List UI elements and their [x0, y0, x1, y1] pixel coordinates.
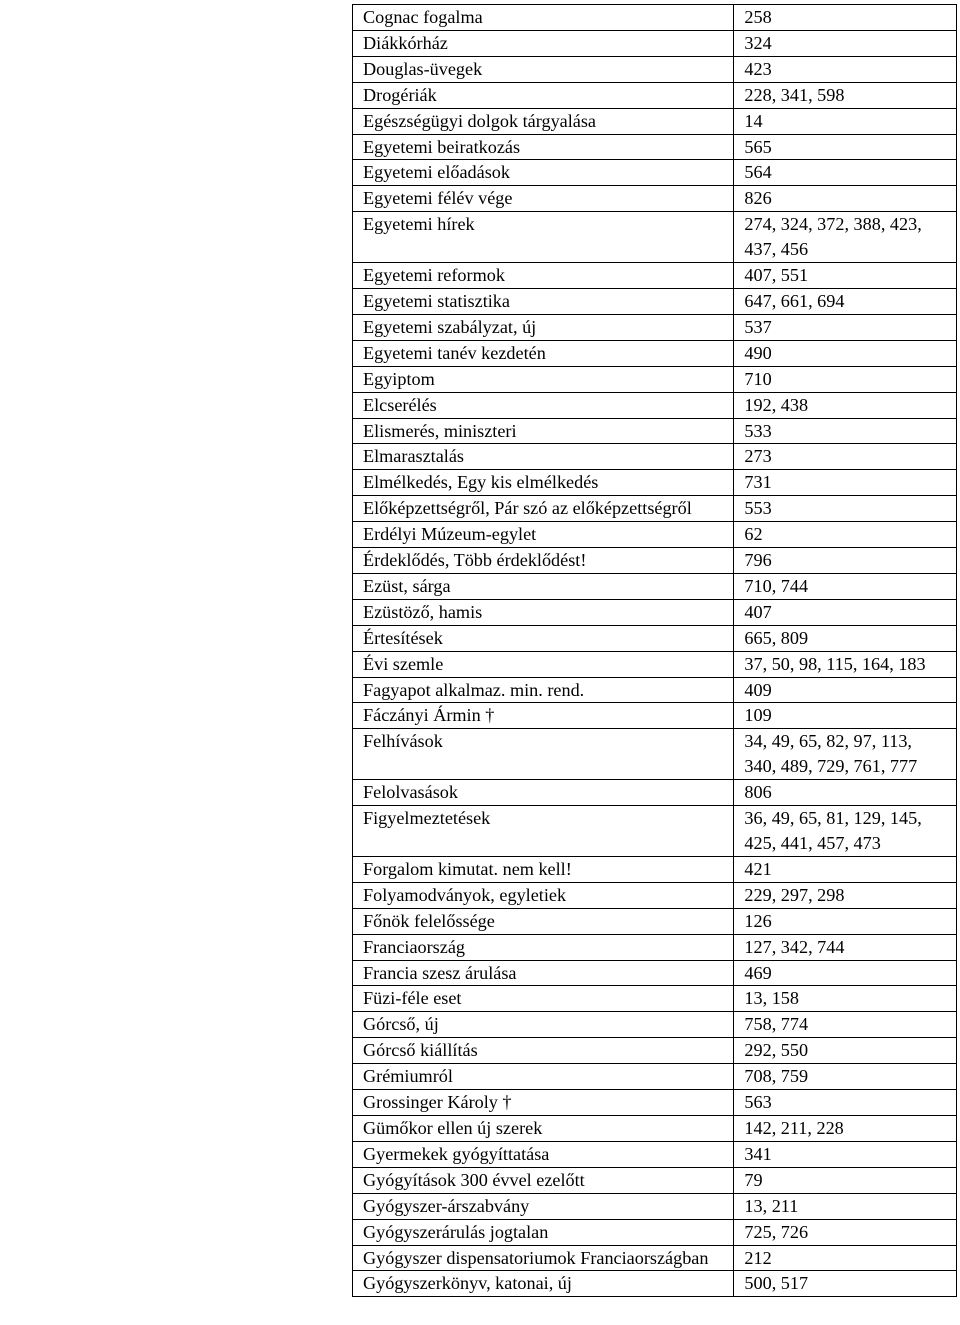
index-pages: 109: [734, 703, 957, 729]
index-term: Fáczányi Ármin †: [353, 703, 734, 729]
table-row: [353, 134, 957, 160]
index-pages: 273: [734, 444, 957, 470]
index-pages: 37, 50, 98, 115, 164, 183: [734, 651, 957, 677]
index-pages: 423: [734, 56, 957, 82]
table-row: [353, 82, 957, 108]
table-row: [353, 108, 957, 134]
index-pages: 553: [734, 496, 957, 522]
index-pages: 13, 158: [734, 986, 957, 1012]
table-row: [353, 288, 957, 314]
index-pages: 826: [734, 186, 957, 212]
index-pages: 229, 297, 298: [734, 882, 957, 908]
index-pages: 126: [734, 908, 957, 934]
table-row: [353, 1167, 957, 1193]
index-term: Elismerés, miniszteri: [353, 418, 734, 444]
index-term: Cognac fogalma: [353, 5, 734, 31]
index-body: [353, 5, 957, 1297]
index-term: Érdeklődés, Több érdeklődést!: [353, 548, 734, 574]
table-row: [353, 934, 957, 960]
table-row: [353, 1141, 957, 1167]
index-term: Elmélkedés, Egy kis elmélkedés: [353, 470, 734, 496]
index-term: Franciaország: [353, 934, 734, 960]
index-pages: 725, 726: [734, 1219, 957, 1245]
index-term: Évi szemle: [353, 651, 734, 677]
index-pages: 13, 211: [734, 1193, 957, 1219]
index-pages: 228, 341, 598: [734, 82, 957, 108]
table-row: [353, 522, 957, 548]
index-term: Gyógyítások 300 évvel ezelőtt: [353, 1167, 734, 1193]
index-term: Francia szesz árulása: [353, 960, 734, 986]
index-pages: 564: [734, 160, 957, 186]
table-row: [353, 160, 957, 186]
table-row: [353, 1271, 957, 1297]
index-pages: 533: [734, 418, 957, 444]
index-pages: 34, 49, 65, 82, 97, 113, 340, 489, 729, 761, 777: [734, 729, 957, 780]
table-row: [353, 56, 957, 82]
index-term: Egyetemi félév vége: [353, 186, 734, 212]
index-pages: 192, 438: [734, 392, 957, 418]
index-pages: 731: [734, 470, 957, 496]
index-term: Ezüstöző, hamis: [353, 599, 734, 625]
index-pages: 565: [734, 134, 957, 160]
table-row: [353, 986, 957, 1012]
index-pages: 212: [734, 1245, 957, 1271]
index-pages: 665, 809: [734, 625, 957, 651]
index-pages: 490: [734, 340, 957, 366]
table-row: [353, 729, 957, 780]
index-term: Forgalom kimutat. nem kell!: [353, 856, 734, 882]
index-term: Grossinger Károly †: [353, 1090, 734, 1116]
index-term: Gyógyszerárulás jogtalan: [353, 1219, 734, 1245]
table-row: [353, 1245, 957, 1271]
index-term: Egyiptom: [353, 366, 734, 392]
index-pages: 537: [734, 314, 957, 340]
table-row: [353, 960, 957, 986]
table-row: [353, 625, 957, 651]
table-row: [353, 1064, 957, 1090]
index-pages: 36, 49, 65, 81, 129, 145, 425, 441, 457, 473: [734, 806, 957, 857]
index-pages: 292, 550: [734, 1038, 957, 1064]
index-table: [352, 4, 957, 1297]
index-pages: 407: [734, 599, 957, 625]
index-term: Gyógyszerkönyv, katonai, új: [353, 1271, 734, 1297]
index-term: Főnök felelőssége: [353, 908, 734, 934]
table-row: [353, 470, 957, 496]
index-term: Egyetemi hírek: [353, 212, 734, 263]
table-row: [353, 1038, 957, 1064]
index-term: Egyetemi szabályzat, új: [353, 314, 734, 340]
index-pages: 563: [734, 1090, 957, 1116]
index-pages: 806: [734, 780, 957, 806]
index-pages: 469: [734, 960, 957, 986]
index-term: Grémiumról: [353, 1064, 734, 1090]
index-term: Górcső kiállítás: [353, 1038, 734, 1064]
table-row: [353, 1115, 957, 1141]
index-pages: 710: [734, 366, 957, 392]
table-row: [353, 908, 957, 934]
index-pages: 409: [734, 677, 957, 703]
index-term: Elcserélés: [353, 392, 734, 418]
index-pages: 274, 324, 372, 388, 423, 437, 456: [734, 212, 957, 263]
table-row: [353, 856, 957, 882]
index-pages: 14: [734, 108, 957, 134]
index-pages: 127, 342, 744: [734, 934, 957, 960]
table-row: [353, 340, 957, 366]
index-term: Górcső, új: [353, 1012, 734, 1038]
index-term: Drogériák: [353, 82, 734, 108]
index-pages: 79: [734, 1167, 957, 1193]
table-row: [353, 677, 957, 703]
index-pages: 341: [734, 1141, 957, 1167]
index-term: Ezüst, sárga: [353, 573, 734, 599]
index-pages: 758, 774: [734, 1012, 957, 1038]
table-row: [353, 651, 957, 677]
index-pages: 62: [734, 522, 957, 548]
index-term: Előképzettségről, Pár szó az előképzettségről: [353, 496, 734, 522]
index-pages: 708, 759: [734, 1064, 957, 1090]
table-row: [353, 263, 957, 289]
table-row: [353, 1219, 957, 1245]
index-term: Füzi-féle eset: [353, 986, 734, 1012]
index-term: Felolvasások: [353, 780, 734, 806]
index-term: Douglas-üvegek: [353, 56, 734, 82]
index-pages: 500, 517: [734, 1271, 957, 1297]
index-term: Erdélyi Múzeum-egylet: [353, 522, 734, 548]
table-row: [353, 418, 957, 444]
index-term: Figyelmeztetések: [353, 806, 734, 857]
table-row: [353, 1193, 957, 1219]
index-pages: 142, 211, 228: [734, 1115, 957, 1141]
index-term: Fagyapot alkalmaz. min. rend.: [353, 677, 734, 703]
index-pages: 796: [734, 548, 957, 574]
table-row: [353, 806, 957, 857]
index-term: Egyetemi beiratkozás: [353, 134, 734, 160]
table-row: [353, 5, 957, 31]
table-row: [353, 1090, 957, 1116]
table-row: [353, 314, 957, 340]
table-row: [353, 496, 957, 522]
table-row: [353, 444, 957, 470]
index-term: Egyetemi előadások: [353, 160, 734, 186]
table-row: [353, 366, 957, 392]
index-term: Egészségügyi dolgok tárgyalása: [353, 108, 734, 134]
index-pages: 421: [734, 856, 957, 882]
index-pages: 710, 744: [734, 573, 957, 599]
index-term: Gyógyszer-árszabvány: [353, 1193, 734, 1219]
index-pages: 324: [734, 30, 957, 56]
table-row: [353, 1012, 957, 1038]
table-row: [353, 212, 957, 263]
index-term: Gyermekek gyógyíttatása: [353, 1141, 734, 1167]
table-row: [353, 392, 957, 418]
index-term: Egyetemi reformok: [353, 263, 734, 289]
table-row: [353, 780, 957, 806]
index-term: Folyamodványok, egyletiek: [353, 882, 734, 908]
table-row: [353, 703, 957, 729]
table-row: [353, 573, 957, 599]
index-pages: 647, 661, 694: [734, 288, 957, 314]
index-pages: 258: [734, 5, 957, 31]
index-term: Értesítések: [353, 625, 734, 651]
index-pages: 407, 551: [734, 263, 957, 289]
table-row: [353, 882, 957, 908]
table-row: [353, 599, 957, 625]
index-term: Gümőkor ellen új szerek: [353, 1115, 734, 1141]
index-term: Egyetemi tanév kezdetén: [353, 340, 734, 366]
index-term: Diákkórház: [353, 30, 734, 56]
index-term: Felhívások: [353, 729, 734, 780]
table-row: [353, 186, 957, 212]
table-row: [353, 30, 957, 56]
index-term: Elmarasztalás: [353, 444, 734, 470]
index-term: Gyógyszer dispensatoriumok Franciaországban: [353, 1245, 734, 1271]
index-term: Egyetemi statisztika: [353, 288, 734, 314]
table-row: [353, 548, 957, 574]
